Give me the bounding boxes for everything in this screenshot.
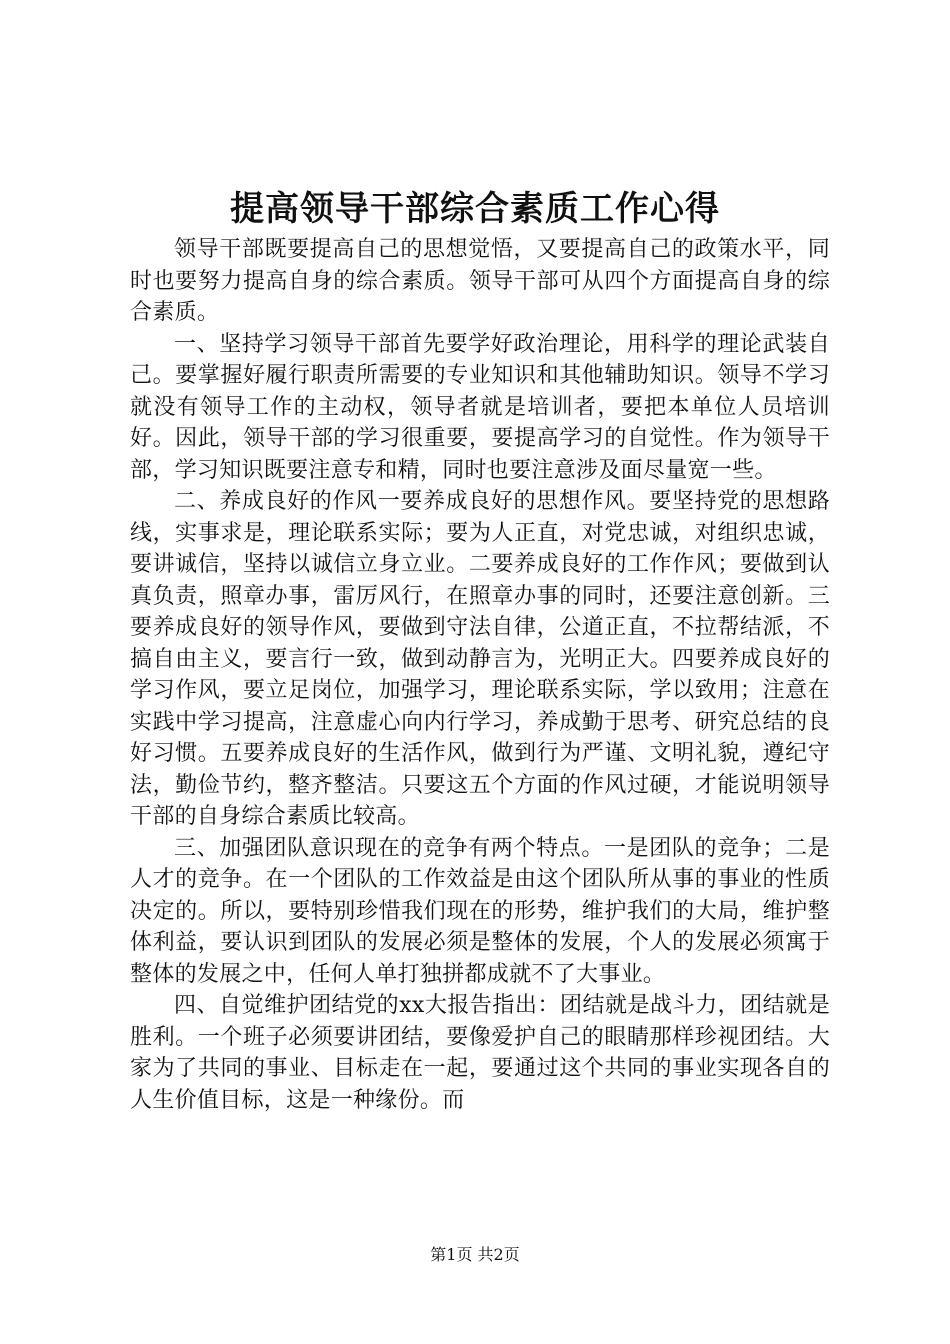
paragraph-section-1: 一、坚持学习领导干部首先要学好政治理论，用科学的理论武装自己。要掌握好履行职责所需要的专业知识和其他辅助知识。领导不学习就没有领导工作的主动权，领导者就是培训者，要把本单位人员培训好。因此，领导干部的学习很重要，要提高学习的自觉性。作为领导干部，学习知识既要注意专和精，同时也要注意涉及面尽量宽一些。	[130, 331, 830, 483]
paragraph-section-4: 四、自觉维护团结党的xx大报告指出：团结就是战斗力，团结就是胜利。一个班子必须要讲团结，要像爱护自己的眼睛那样珍视团结。大家为了共同的事业、目标走在一起，要通过这个共同的事业实现各自的人生价值目标，这是一种缘份。而	[130, 993, 830, 1113]
page-number-footer: 第1页 共2页	[430, 1245, 520, 1264]
document-title: 提高领导干部综合素质工作心得	[230, 189, 720, 229]
document-body	[130, 234, 830, 1116]
paragraph-intro: 领导干部既要提高自己的思想觉悟，又要提高自己的政策水平，同时也要努力提高自身的综合素质。领导干部可从四个方面提高自身的综合素质。	[130, 237, 830, 325]
paragraph-section-3: 三、加强团队意识现在的竞争有两个特点。一是团队的竞争；二是人才的竞争。在一个团队的工作效益是由这个团队所从事的事业的性质决定的。所以，要特别珍惜我们现在的形势，维护我们的大局，维护整体利益，要认识到团队的发展必须是整体的发展，个人的发展必须寓于整体的发展之中，任何人单打独拼都成就不了大事业。	[130, 835, 830, 987]
paragraph-section-2: 二、养成良好的作风一要养成良好的思想作风。要坚持党的思想路线，实事求是，理论联系实际；要为人正直，对党忠诚，对组织忠诚，要讲诚信，坚持以诚信立身立业。二要养成良好的工作作风；要做到认真负责，照章办事，雷厉风行，在照章办事的同时，还要注意创新。三要养成良好的领导作风，要做到守法自律，公道正直，不拉帮结派，不搞自由主义，要言行一致，做到动静言为，光明正大。四要养成良好的学习作风，要立足岗位，加强学习，理论联系实际，学以致用；注意在实践中学习提高，注意虚心向内行学习，养成勤于思考、研究总结的良好习惯。五要养成良好的生活作风，做到行为严谨、文明礼貌，遵纪守法，勤俭节约，整齐整洁。只要这五个方面的作风过硬，才能说明领导干部的自身综合素质比较高。	[130, 489, 830, 829]
